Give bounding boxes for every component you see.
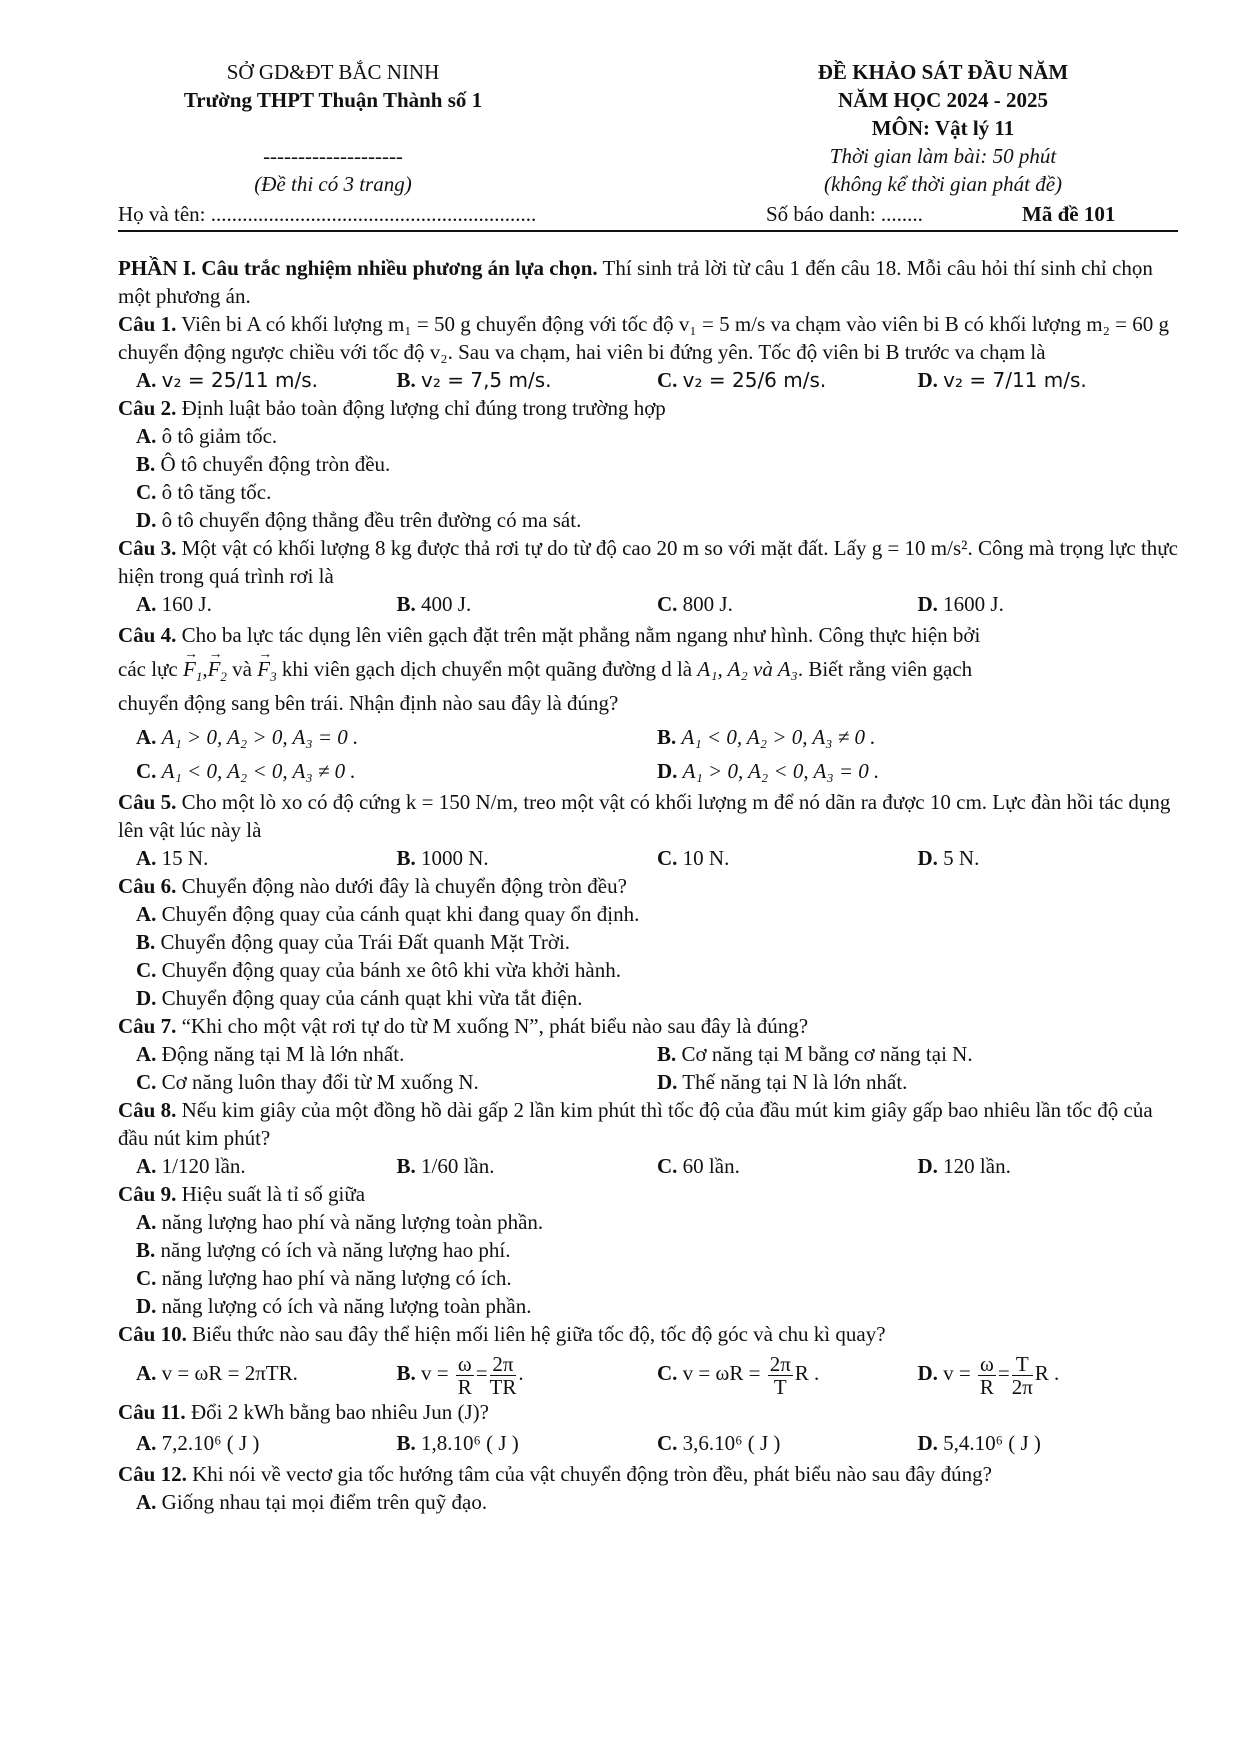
- vector-f1: → $F_1$: [183, 652, 202, 686]
- school-year: NĂM HỌC 2024 - 2025: [838, 88, 1048, 112]
- q8-option-c[interactable]: C. 60 lần.: [657, 1154, 740, 1178]
- header-left: [118, 58, 548, 198]
- q7-options-cd: [118, 1068, 1178, 1096]
- question-6: Câu 6. Chuyển động nào dưới đây là chuyển động tròn đều?: [118, 874, 627, 898]
- q8-option-a[interactable]: A. 1/120 lần.: [136, 1154, 246, 1178]
- q3-option-c[interactable]: C. 800 J.: [657, 592, 733, 616]
- q6-option-a[interactable]: A. Chuyển động quay của cánh quạt khi đang quay ổn định.: [136, 902, 640, 926]
- q1-option-b[interactable]: B. v₂ = 7,5 m/s.: [396, 368, 552, 392]
- q4-option-d[interactable]: D. A₁ > 0, A₂ < 0, A₃ = 0 .: [657, 759, 880, 783]
- question-7: Câu 7. “Khi cho một vật rơi tự do từ M xuống N”, phát biểu nào sau đây là đúng?: [118, 1014, 809, 1038]
- question-10: Câu 10. Biểu thức nào sau đây thể hiện mối liên hệ giữa tốc độ, tốc độ góc và chu kì quay?: [118, 1322, 886, 1346]
- exam-page: [118, 58, 1178, 1516]
- question-1: Câu 1. Viên bi A có khối lượng m₁ = 50 g chuyển động với tốc độ v₁ = 5 m/s va chạm vào viên bi B có khối lượng m₂ = 60 g chuyển động ngược chiều với tốc độ v₂. Sau va chạm, hai viên bi đứng yên. Tốc độ viên bi B trước va chạm là: [118, 312, 1170, 364]
- question-4-line2: các lực → $F_1,\to F_2$ và → $F_3$ khi viên gạch dịch chuyển một quãng đường d là A₁, A₂ và A₃. Biết rằng viên gạch: [118, 652, 1178, 686]
- q10-option-b[interactable]: B. v = $\frac{\omega}{R}$ = $\frac{2\pi}{TR}$ .: [396, 1351, 524, 1399]
- vector-f2: → $F_2$: [208, 652, 227, 686]
- school-name: Trường THPT Thuận Thành số 1: [183, 88, 483, 112]
- q10-options: [118, 1348, 1178, 1398]
- q3-option-d[interactable]: D. 1600 J.: [917, 592, 1004, 616]
- q1-option-d[interactable]: D. v₂ = 7/11 m/s.: [917, 368, 1087, 392]
- q5-option-d[interactable]: D. 5 N.: [917, 846, 980, 870]
- q7-option-d[interactable]: D. Thế năng tại N là lớn nhất.: [657, 1070, 908, 1094]
- q8-option-d[interactable]: D. 120 lần.: [917, 1154, 1011, 1178]
- header-right: [708, 58, 1178, 198]
- subject: MÔN: Vật lý 11: [871, 116, 1015, 140]
- q1-options: [118, 366, 1178, 394]
- sbd-field[interactable]: Số báo danh: ........: [766, 202, 923, 226]
- q2-option-a[interactable]: A. ô tô giảm tốc.: [136, 424, 278, 448]
- q10-option-c[interactable]: C. v = ωR = $\frac{2\pi}{T}$ R .: [657, 1351, 820, 1399]
- exam-header: [118, 58, 1178, 200]
- q4-options-ab: [118, 720, 1178, 754]
- divider-dashes: --------------------: [263, 144, 403, 168]
- q11-option-d[interactable]: D. 5,4.10⁶ ( J ): [917, 1431, 1041, 1455]
- pages-note: (Đề thi có 3 trang): [254, 172, 412, 196]
- q9-option-b[interactable]: B. năng lượng có ích và năng lượng hao phí.: [136, 1238, 511, 1262]
- exam-title: ĐỀ KHẢO SÁT ĐẦU NĂM: [817, 60, 1069, 84]
- question-5: Câu 5. Cho một lò xo có độ cứng k = 150 N/m, treo một vật có khối lượng m để nó dãn ra được 10 cm. Lực đàn hồi tác dụng lên vật lúc này là: [118, 790, 1171, 842]
- q11-option-a[interactable]: A. 7,2.10⁶ ( J ): [136, 1431, 260, 1455]
- question-12: Câu 12. Khi nói về vectơ gia tốc hướng tâm của vật chuyển động tròn đều, phát biểu nào sau đây đúng?: [118, 1462, 992, 1486]
- part1-heading: PHẦN I. Câu trắc nghiệm nhiều phương án lựa chọn. Thí sinh trả lời từ câu 1 đến câu 18. Mỗi câu hỏi thí sinh chỉ chọn một phương án.: [118, 256, 1153, 308]
- q9-option-d[interactable]: D. năng lượng có ích và năng lượng toàn phần.: [136, 1294, 532, 1318]
- question-4: Câu 4. Cho ba lực tác dụng lên viên gạch đặt trên mặt phẳng nằm ngang như hình. Công thực hiện bởi: [118, 623, 981, 647]
- q8-option-b[interactable]: B. 1/60 lần.: [396, 1154, 495, 1178]
- q4-options-cd: [118, 754, 1178, 788]
- q4-option-b[interactable]: B. A₁ < 0, A₂ > 0, A₃ ≠ 0 .: [657, 725, 876, 749]
- q10-option-a[interactable]: A. v = ωR = 2πTR.: [136, 1361, 298, 1385]
- q9-option-a[interactable]: A. năng lượng hao phí và năng lượng toàn phần.: [136, 1210, 544, 1234]
- q7-option-a[interactable]: A. Động năng tại M là lớn nhất.: [136, 1042, 405, 1066]
- q3-option-b[interactable]: B. 400 J.: [396, 592, 472, 616]
- q5-options: [118, 844, 1178, 872]
- question-8: Câu 8. Nếu kim giây của một đồng hồ dài gấp 2 lần kim phút thì tốc độ của đầu mút kim giây gấp bao nhiêu lần tốc độ của đầu nút kim phút?: [118, 1098, 1153, 1150]
- q5-option-b[interactable]: B. 1000 N.: [396, 846, 489, 870]
- q2-option-b[interactable]: B. Ô tô chuyển động tròn đều.: [136, 452, 391, 476]
- questions: [118, 254, 1178, 1516]
- q6-option-c[interactable]: C. Chuyển động quay của bánh xe ôtô khi vừa khởi hành.: [136, 958, 621, 982]
- q12-option-a[interactable]: A. Giống nhau tại mọi điểm trên quỹ đạo.: [136, 1490, 488, 1514]
- q7-option-b[interactable]: B. Cơ năng tại M bằng cơ năng tại N.: [657, 1042, 973, 1066]
- time-note: (không kể thời gian phát đề): [823, 172, 1063, 196]
- question-9: Câu 9. Hiệu suất là tỉ số giữa: [118, 1182, 366, 1206]
- q5-option-a[interactable]: A. 15 N.: [136, 846, 209, 870]
- q4-option-c[interactable]: C. A₁ < 0, A₂ < 0, A₃ ≠ 0 .: [136, 759, 356, 783]
- q6-option-b[interactable]: B. Chuyển động quay của Trái Đất quanh Mặt Trời.: [136, 930, 571, 954]
- exam-code: Mã đề 101: [1022, 202, 1116, 226]
- q3-option-a[interactable]: A. 160 J.: [136, 592, 212, 616]
- q10-option-d[interactable]: D. v = $\frac{\omega}{R}$ = $\frac{T}{2\pi}$ R .: [917, 1351, 1060, 1399]
- q5-option-c[interactable]: C. 10 N.: [657, 846, 730, 870]
- q1-option-a[interactable]: A. v₂ = 25/11 m/s.: [136, 368, 318, 392]
- question-11: Câu 11. Đổi 2 kWh bằng bao nhiêu Jun (J)?: [118, 1400, 489, 1424]
- q6-option-d[interactable]: D. Chuyển động quay của cánh quạt khi vừa tắt điện.: [136, 986, 583, 1010]
- q2-option-d[interactable]: D. ô tô chuyển động thẳng đều trên đường có ma sát.: [136, 508, 582, 532]
- question-4-line3: chuyển động sang bên trái. Nhận định nào sau đây là đúng?: [118, 691, 619, 715]
- time-limit: Thời gian làm bài: 50 phút: [829, 144, 1057, 168]
- name-field[interactable]: Họ và tên: ..............................................................: [118, 202, 537, 226]
- q7-option-c[interactable]: C. Cơ năng luôn thay đổi từ M xuống N.: [136, 1070, 479, 1094]
- q1-option-c[interactable]: C. v₂ = 25/6 m/s.: [657, 368, 827, 392]
- q4-option-a[interactable]: A. A₁ > 0, A₂ > 0, A₃ = 0 .: [136, 725, 359, 749]
- q7-options-ab: [118, 1040, 1178, 1068]
- q2-option-c[interactable]: C. ô tô tăng tốc.: [136, 480, 272, 504]
- q9-option-c[interactable]: C. năng lượng hao phí và năng lượng có ích.: [136, 1266, 512, 1290]
- dept-name: SỞ GD&ĐT BẮC NINH: [226, 60, 440, 84]
- student-info-line: [118, 200, 1178, 232]
- q11-option-c[interactable]: C. 3,6.10⁶ ( J ): [657, 1431, 781, 1455]
- q3-options: [118, 590, 1178, 618]
- q11-option-b[interactable]: B. 1,8.10⁶ ( J ): [396, 1431, 519, 1455]
- question-3: Câu 3. Một vật có khối lượng 8 kg được thả rơi tự do từ độ cao 20 m so với mặt đất. Lấy g = 10 m/s². Công mà trọng lực thực hiện trong quá trình rơi là: [118, 536, 1179, 588]
- q8-options: [118, 1152, 1178, 1180]
- q11-options: [118, 1426, 1178, 1460]
- vector-f3: → $F_3$: [257, 652, 276, 686]
- question-2: Câu 2. Định luật bảo toàn động lượng chỉ đúng trong trường hợp: [118, 396, 666, 420]
